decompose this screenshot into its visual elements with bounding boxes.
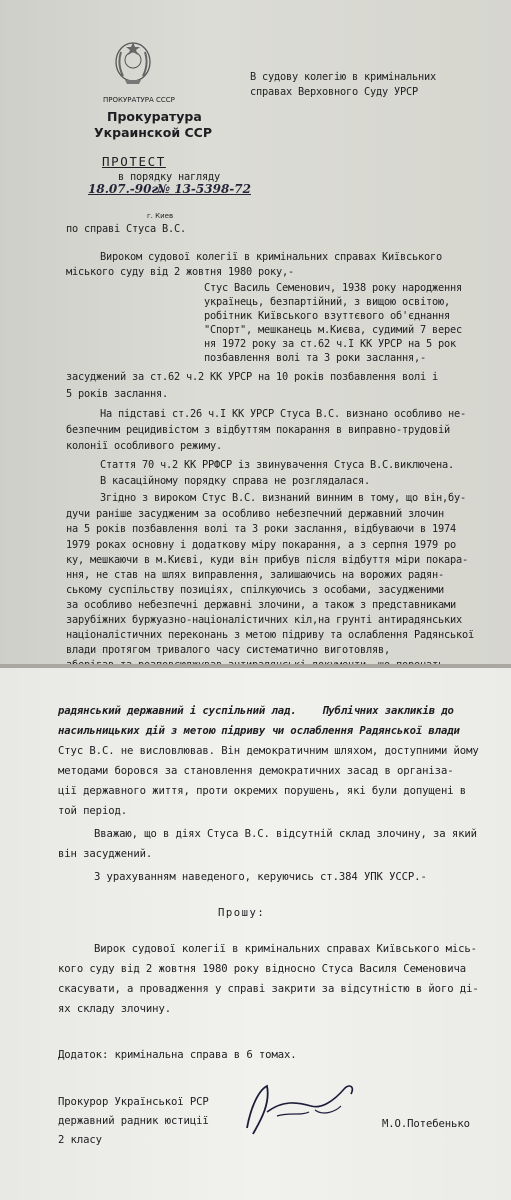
handwritten-signature: [237, 1076, 367, 1138]
text-line: З урахуванням наведеного, керуючись ст.384 УПК УССР.-: [94, 871, 427, 883]
text-line: ння, не став на шлях виправлення, залишаючись на ворожих радян-: [66, 569, 444, 581]
text-line: радянський державний і суспільний лад.: [58, 705, 297, 717]
prokuratura-ussr-label: ПРОКУРАТУРА СССР: [103, 96, 175, 104]
doc-number: № 13-5398-72: [157, 182, 251, 196]
text-line: зарубіжних буржуазно-націоналістичних кіл,на грунті антирадянських: [66, 614, 462, 626]
signatory-name: М.О.Потебенько: [382, 1118, 470, 1130]
signatory-title-2: державний радник юстиції: [58, 1115, 209, 1127]
text-line: кого суду від 2 жовтня 1980 року відносно Стуса Василя Семеновича: [58, 963, 467, 975]
org-name-line1: Прокуратура: [107, 109, 202, 124]
text-line: Стус В.С. не висловлював. Він демократичним шляхом, доступними йому: [58, 745, 479, 757]
review-note: в порядку нагляду: [118, 171, 220, 183]
text-line: міського суду від 2 жовтня 1980 року,-: [66, 266, 294, 278]
text-line: за особливо небезпечні державні злочини, а також з представниками: [66, 599, 456, 611]
text-line: ях складу злочину.: [58, 1003, 172, 1015]
text-line: Стаття 70 ч.2 КК РРФСР із звинувачення Стуса В.С.виключена.: [100, 459, 454, 471]
text-line: ку, мешкаючи в м.Києві, куди він прибув після відбуття міри покара-: [66, 554, 468, 566]
text-line: ському суспільству позиціях, спілкуючись з особами, засудженими: [66, 584, 444, 596]
signatory-title-1: Прокурор Української РСР: [58, 1096, 209, 1108]
text-line: він засуджений.: [58, 848, 153, 860]
text-line: безпечним рецидивістом з відбуттям покарання в виправно-трудовій: [66, 424, 450, 436]
text-line: На підставі ст.26 ч.І КК УРСР Стуса В.С. визнано особливо не-: [100, 408, 466, 420]
city-label: г. Киев: [147, 212, 174, 220]
text-line: позбавлення волі та 3 роки заслання,-: [204, 352, 426, 364]
text-line: дучи раніше засудженим за особливо небезпечний державний злочин: [66, 508, 444, 520]
request-heading: Прошу:: [218, 907, 266, 919]
text-line: методами боровся за становлення демократичних засад в організа-: [58, 765, 454, 777]
text-line: насильницьких дій з метою підриву чи ослаблення Радянської влади: [58, 725, 460, 737]
text-line: 1979 роках основну і додаткову міру покарання, а з серпня 1979 ро: [66, 539, 456, 551]
recipient-line2: справах Верховного Суду УРСР: [250, 86, 418, 98]
text-line: "Спорт", мешканець м.Києва, судимий 7 верес: [204, 324, 462, 336]
text-line: Вважаю, що в діях Стуса В.С. відсутній склад злочину, за який: [94, 828, 477, 840]
text-line: колонії особливого режиму.: [66, 440, 222, 452]
text-line: засуджений за ст.62 ч.2 КК УРСР на 10 років позбавлення волі і: [66, 371, 438, 383]
text-line: на 5 років позбавлення волі та 3 роки заслання, відбуваючи в 1974: [66, 523, 456, 535]
text-line: робітник Київського взуттєвого об'єднання: [204, 310, 450, 322]
text-line: В касаційному порядку справа не розглядалася.: [100, 475, 370, 487]
doc-date: 18.07.-90г.: [88, 182, 163, 196]
recipient-line1: В судову колегію в кримінальних: [250, 71, 436, 83]
signatory-title-3: 2 класу: [58, 1134, 102, 1146]
text-line: 5 років заслання.: [66, 388, 168, 400]
attachment-line: Додаток: кримінальна справа в 6 томах.: [58, 1049, 297, 1061]
text-line: влади протягом тривалого часу систематично виготовляв,: [66, 644, 390, 656]
text-line: українець, безпартійний, з вищою освітою,: [204, 296, 450, 308]
text-line: Згідно з вироком Стус В.С. визнаний винним в тому, що він,бу-: [100, 492, 466, 504]
text-line: скасувати, а провадження у справі закрити за відсутністю в його ді-: [58, 983, 479, 995]
text-line: Стус Василь Семенович, 1938 року народження: [204, 282, 462, 294]
text-line: Вироком судової колегії в кримінальних справах Київського: [100, 251, 442, 263]
text-line: ня 1972 року за ст.62 ч.І КК УРСР на 5 рок: [204, 338, 456, 350]
state-emblem-icon: [113, 38, 153, 86]
text-line: по справі Стуса В.С.: [66, 223, 186, 235]
text-line: націоналістичних переконань з метою підриву та ослаблення Радянської: [66, 629, 474, 641]
text-line: той період.: [58, 805, 128, 817]
doc-type: ПРОТЕСТ: [102, 154, 166, 169]
text-line: Вирок судової колегії в кримінальних справах Київського місь-: [94, 943, 477, 955]
org-name-line2: Украинской ССР: [94, 125, 212, 140]
text-line: Публічних закликів до: [322, 705, 454, 717]
text-line: ції державного життя, проти окремих порушень, які були допущені в: [58, 785, 467, 797]
